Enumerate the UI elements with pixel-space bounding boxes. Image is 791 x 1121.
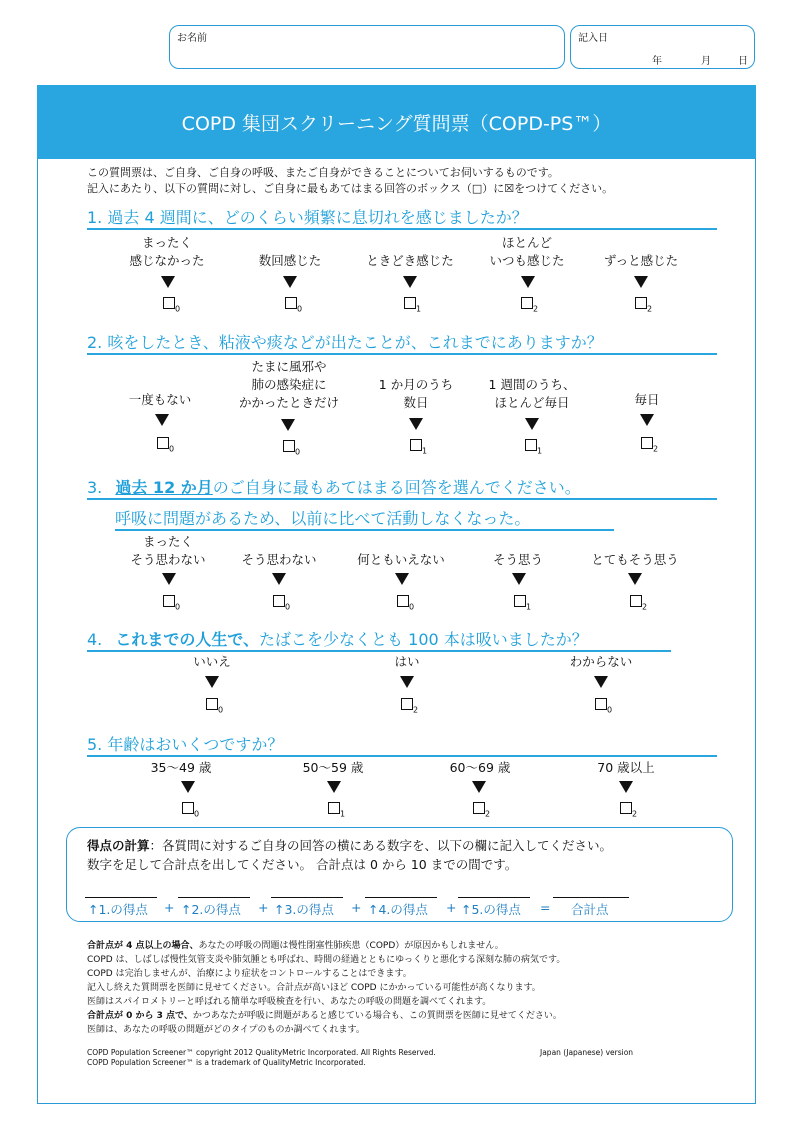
q4-divider — [87, 650, 671, 652]
q1-arrow-5 — [634, 276, 648, 288]
q3-checkbox-4[interactable]: 1 — [514, 595, 531, 611]
q5-arrow-4 — [619, 781, 633, 793]
total-score-line[interactable] — [553, 897, 629, 898]
q2-option-1-label: 一度もない — [128, 392, 192, 407]
q1-option-2-label: 数回感じた — [258, 253, 322, 268]
q1-checkbox-3[interactable]: 1 — [404, 297, 421, 313]
score-instructions-1: 得点の計算：各質問に対するご自身の回答の横にある数字を、以下の欄に記入してください。 — [87, 838, 613, 853]
q3-title: 3. 過去 12 か月のご自身に最もあてはまる回答を選んでください。 — [87, 478, 581, 497]
q2-option-3-label: 1 か月のうち 数日 — [378, 377, 454, 410]
q4-option-1-label: いいえ — [193, 654, 231, 669]
note-1: 合計点が 4 点以上の場合、あなたの呼吸の問題は慢性閉塞性肺疾患（COPD）が原因かもしれません。 — [87, 941, 504, 951]
q3-option-5-label: とてもそう思う — [591, 552, 679, 567]
q3-checkbox-2[interactable]: 0 — [273, 595, 290, 611]
q2-checkbox-5[interactable]: 2 — [641, 437, 658, 453]
q5-title: 5. 年齢はおいくつですか？ — [87, 735, 284, 754]
score-instructions-2: 数字を足して合計点を出してください。 合計点は 0 から 10 までの間です。 — [87, 857, 518, 872]
name-label: お名前 — [177, 33, 207, 44]
date-field[interactable] — [570, 25, 755, 69]
score-5-line[interactable] — [458, 897, 530, 898]
q2-arrow-4 — [525, 418, 539, 430]
note-3: COPD は完治しませんが、治療により症状をコントロールすることはできます。 — [87, 969, 412, 979]
plus-1: + — [164, 900, 175, 915]
q4-arrow-1 — [205, 676, 219, 688]
copyright-line: COPD Population Screener™ copyright 2012 QualityMetric Incorporated. All Rights Reserved. — [87, 1048, 436, 1057]
year-label: 年 — [652, 56, 662, 67]
q1-arrow-1 — [161, 276, 175, 288]
equals: = — [540, 900, 551, 915]
q3-checkbox-5[interactable]: 2 — [630, 595, 647, 611]
q4-arrow-3 — [594, 676, 608, 688]
plus-2: + — [258, 900, 269, 915]
q5-option-2-label: 50〜59 歳 — [302, 760, 364, 775]
score-2-label: ↑2.の得点 — [181, 902, 241, 917]
q3-arrow-3 — [395, 573, 409, 585]
q5-arrow-2 — [327, 781, 341, 793]
intro-line-2: 記入にあたり、以下の質問に対し、ご自身に最もあてはまる回答のボックス（□）に☒をつけてください。 — [87, 182, 614, 195]
q4-arrow-2 — [400, 676, 414, 688]
q5-checkbox-3[interactable]: 2 — [473, 802, 490, 818]
q3-arrow-1 — [162, 573, 176, 585]
day-label: 日 — [738, 56, 748, 67]
q3-divider-1 — [87, 498, 717, 500]
q2-option-2-label: たまに風邪や 肺の感染症に かかったときだけ — [238, 359, 339, 410]
q5-checkbox-4[interactable]: 2 — [620, 802, 637, 818]
q1-divider — [87, 228, 717, 230]
q5-checkbox-2[interactable]: 1 — [328, 802, 345, 818]
q5-option-3-label: 60〜69 歳 — [449, 760, 511, 775]
q4-checkbox-1[interactable]: 0 — [206, 698, 223, 714]
name-field[interactable] — [169, 25, 565, 69]
plus-3: + — [351, 900, 362, 915]
score-5-label: ↑5.の得点 — [461, 902, 521, 917]
score-3-line[interactable] — [271, 897, 343, 898]
q3-arrow-4 — [512, 573, 526, 585]
q4-option-2-label: はい — [394, 654, 420, 669]
q2-checkbox-2[interactable]: 0 — [283, 440, 300, 456]
q5-arrow-1 — [181, 781, 195, 793]
q2-checkbox-4[interactable]: 1 — [525, 439, 542, 455]
q1-option-4-label: ほとんど いつも感じた — [489, 235, 565, 268]
q3-option-2-label: そう思わない — [241, 552, 317, 567]
q4-option-3-label: わからない — [569, 654, 633, 669]
q2-option-4-label: 1 週間のうち、 ほとんど毎日 — [488, 377, 576, 410]
q4-title: 4. これまでの人生で、たばこを少なくとも 100 本は吸いましたか？ — [87, 630, 588, 649]
q3-checkbox-1[interactable]: 0 — [163, 595, 180, 611]
q1-arrow-4 — [521, 276, 535, 288]
q2-checkbox-1[interactable]: 0 — [157, 437, 174, 453]
q5-divider — [87, 755, 717, 757]
plus-4: + — [446, 900, 457, 915]
intro-line-1: この質問票は、ご自身、ご自身の呼吸、またご自身ができることについてお伺いするものです。 — [87, 166, 559, 179]
note-6: 合計点が 0 から 3 点で、かつあなたが呼吸に問題があると感じている場合も、この質問票を医師に見せてください。 — [87, 1011, 562, 1021]
q1-option-5-label: ずっと感じた — [603, 253, 679, 268]
q1-arrow-2 — [283, 276, 297, 288]
q3-checkbox-3[interactable]: 0 — [397, 595, 414, 611]
q3-divider-2 — [115, 529, 614, 531]
page-title: COPD 集団スクリーニング質問票（COPD-PS™） — [37, 85, 756, 159]
q1-checkbox-1[interactable]: 0 — [163, 297, 180, 313]
q5-arrow-3 — [472, 781, 486, 793]
note-2: COPD は、しばしば慢性気管支炎や肺気腫とも呼ばれ、時間の経過とともにゆっくりと悪化する深刻な肺の病気です。 — [87, 955, 566, 965]
total-score-label: 合計点 — [571, 902, 609, 917]
q5-option-4-label: 70 歳以上 — [597, 760, 655, 775]
score-1-label: ↑1.の得点 — [88, 902, 148, 917]
q2-option-5-label: 毎日 — [634, 392, 660, 407]
q5-option-1-label: 35〜49 歳 — [150, 760, 212, 775]
q1-checkbox-2[interactable]: 0 — [285, 297, 302, 313]
q3-option-3-label: 何ともいえない — [357, 552, 445, 567]
q2-divider — [87, 353, 717, 355]
q2-arrow-5 — [640, 414, 654, 426]
q2-arrow-1 — [155, 414, 169, 426]
q4-emphasis: これまでの人生で、 — [115, 630, 260, 649]
score-1-line[interactable] — [85, 897, 157, 898]
note-5: 医師はスパイロメトリーと呼ばれる簡単な呼吸検査を行い、あなたの呼吸の問題を調べてくれます。 — [87, 997, 492, 1007]
score-4-label: ↑4.の得点 — [368, 902, 428, 917]
score-3-label: ↑3.の得点 — [274, 902, 334, 917]
q1-title: 1. 過去 4 週間に、どのくらい頻繁に息切れを感じましたか？ — [87, 208, 528, 227]
q2-arrow-2 — [281, 419, 295, 431]
q3-arrow-2 — [272, 573, 286, 585]
q3-subtitle: 呼吸に問題があるため、以前に比べて活動しなくなった。 — [115, 509, 531, 528]
q1-checkbox-5[interactable]: 2 — [635, 297, 652, 313]
note-4: 記入し終えた質問票を医師に見せてください。合計点が高いほど COPD にかかっている可能性が高くなります。 — [87, 983, 541, 993]
month-label: 月 — [701, 56, 711, 67]
score-4-line[interactable] — [365, 897, 437, 898]
score-2-line[interactable] — [178, 897, 250, 898]
q5-checkbox-1[interactable]: 0 — [182, 802, 199, 818]
q3-option-4-label: そう思う — [492, 552, 543, 567]
q2-arrow-3 — [409, 418, 423, 430]
q3-emphasis: 過去 12 か月 — [115, 478, 213, 497]
q1-option-3-label: ときどき感じた — [366, 253, 454, 268]
q3-arrow-5 — [628, 573, 642, 585]
q1-arrow-3 — [403, 276, 417, 288]
note-7: 医師は、あなたの呼吸の問題がどのタイプのものか調べてくれます。 — [87, 1025, 365, 1035]
q4-checkbox-2[interactable]: 2 — [401, 698, 418, 714]
q4-checkbox-3[interactable]: 0 — [595, 698, 612, 714]
q1-option-1-label: まったく 感じなかった — [129, 235, 205, 268]
q1-checkbox-4[interactable]: 2 — [521, 297, 538, 313]
trademark-line: COPD Population Screener™ is a trademark of QualityMetric Incorporated. — [87, 1058, 366, 1067]
q2-title: 2. 咳をしたとき、粘液や痰などが出たことが、これまでにありますか？ — [87, 333, 603, 352]
date-label: 記入日 — [578, 33, 608, 44]
version-label: Japan (Japanese) version — [540, 1048, 634, 1057]
q2-checkbox-3[interactable]: 1 — [410, 439, 427, 455]
q3-option-1-label: まったく そう思わない — [130, 534, 206, 567]
